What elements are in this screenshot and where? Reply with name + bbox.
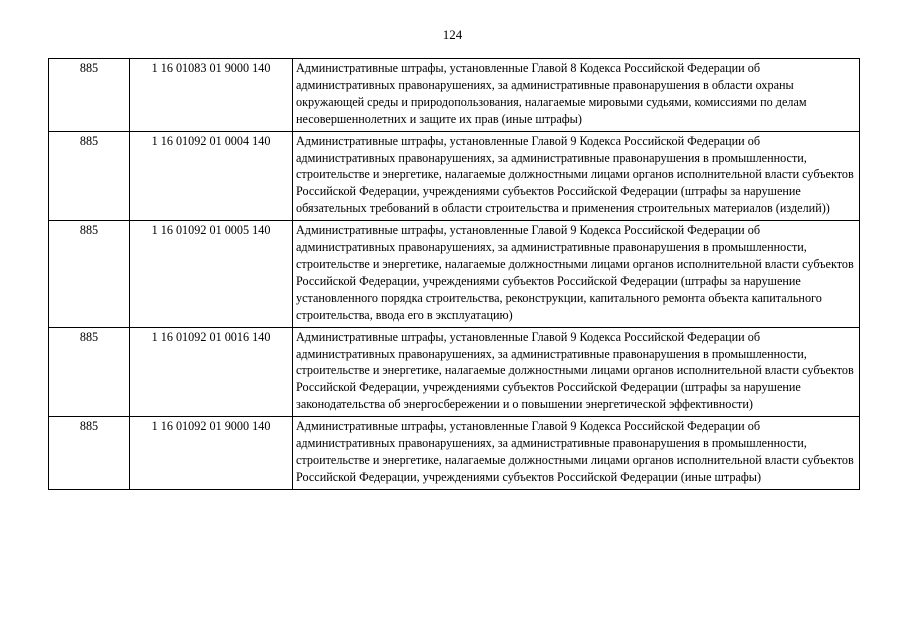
table-row: [49, 131, 860, 221]
description-cell: Административные штрафы, установленные Главой 9 Кодекса Российской Федерации об административных правонарушениях, за административные правонарушения в промышленности, строительстве и энергетике, налагаемые должностными лицами органов исполнительной власти субъектов Российской Федерации, учреждениями субъектов Российской Федерации (иные штрафы): [293, 417, 860, 490]
description-cell: Административные штрафы, установленные Главой 9 Кодекса Российской Федерации об административных правонарушениях, за административные правонарушения в промышленности, строительстве и энергетике, налагаемые должностными лицами органов исполнительной власти субъектов Российской Федерации, учреждениями субъектов Российской Федерации (штрафы за нарушение установленного порядка строительства, реконструкции, капитального ремонта объекта капитального строительства, ввода его в эксплуатацию): [293, 221, 860, 327]
admin-code-cell: 885: [49, 327, 130, 417]
description-cell: Административные штрафы, установленные Главой 9 Кодекса Российской Федерации об административных правонарушениях, за административные правонарушения в промышленности, строительстве и энергетике, налагаемые должностными лицами органов исполнительной власти субъектов Российской Федерации, учреждениями субъектов Российской Федерации (штрафы за нарушение законодательства об энергосбережении и о повышении энергетической эффективности): [293, 327, 860, 417]
table-row: [49, 417, 860, 490]
kbk-code-cell: 1 16 01092 01 0016 140: [130, 327, 293, 417]
kbk-code-cell: 1 16 01083 01 9000 140: [130, 59, 293, 132]
description-cell: Административные штрафы, установленные Главой 8 Кодекса Российской Федерации об административных правонарушениях, за административные правонарушения в области охраны окружающей среды и природопользования, налагаемые мировыми судьями, комиссиями по делам несовершеннолетних и защите их прав (иные штрафы): [293, 59, 860, 132]
admin-code-cell: 885: [49, 221, 130, 327]
page-number: 124: [442, 27, 463, 42]
table-row: [49, 221, 860, 327]
admin-code-cell: 885: [49, 59, 130, 132]
revenue-code-table: [48, 58, 860, 490]
kbk-code-cell: 1 16 01092 01 0005 140: [130, 221, 293, 327]
table-row: [49, 327, 860, 417]
admin-code-cell: 885: [49, 417, 130, 490]
kbk-code-cell: 1 16 01092 01 9000 140: [130, 417, 293, 490]
description-cell: Административные штрафы, установленные Главой 9 Кодекса Российской Федерации об административных правонарушениях, за административные правонарушения в промышленности, строительстве и энергетике, налагаемые должностными лицами органов исполнительной власти субъектов Российской Федерации, учреждениями субъектов Российской Федерации (штрафы за нарушение обязательных требований в области строительства и применения строительных материалов (изделий)): [293, 131, 860, 221]
admin-code-cell: 885: [49, 131, 130, 221]
kbk-code-cell: 1 16 01092 01 0004 140: [130, 131, 293, 221]
table-row: [49, 59, 860, 132]
